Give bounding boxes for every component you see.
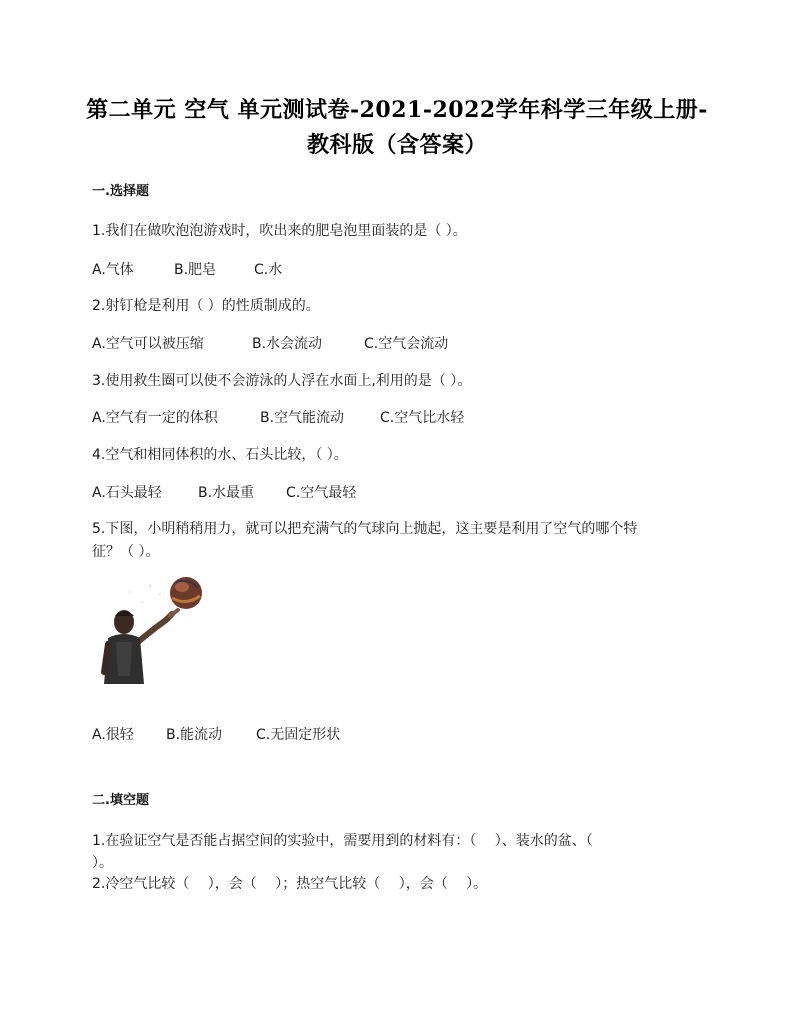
question-1-option-c: C.水 [254, 262, 283, 278]
section-heading-fill-blank: 二.填空题 [92, 793, 149, 808]
fill-question-2-text: 2.冷空气比较（ ），会（ ）；热空气比较（ ），会（ ）。 [92, 876, 488, 892]
section-heading-choice: 一.选择题 [92, 184, 149, 199]
question-5-text-line-2: 征？（ ）。 [92, 544, 160, 560]
question-1-text: 1.我们在做吹泡泡游戏时，吹出来的肥皂泡里面装的是（ ）。 [92, 223, 467, 239]
question-4-option-a: A.石头最轻 [92, 485, 162, 501]
question-4-option-b: B.水最重 [198, 485, 255, 501]
question-3-text: 3.使用救生圈可以使不会游泳的人浮在水面上,利用的是（ ）。 [92, 373, 472, 389]
question-2-text: 2.射钉枪是利用（ ）的性质制成的。 [92, 298, 320, 314]
boy-tossing-balloon-figure [100, 572, 220, 690]
question-2-option-b: B.水会流动 [252, 336, 323, 352]
question-3-option-a: A.空气有一定的体积 [92, 410, 218, 426]
question-1-option-a: A.气体 [92, 262, 134, 278]
document-title-line-1: 第二单元 空气 单元测试卷-2021-2022学年科学三年级上册- [86, 97, 708, 123]
question-5-option-c: C.无固定形状 [256, 727, 341, 743]
question-2-option-a: A.空气可以被压缩 [92, 336, 204, 352]
question-4-option-c: C.空气最轻 [286, 485, 357, 501]
question-5-option-a: A.很轻 [92, 727, 134, 743]
balloon-shape [170, 577, 202, 609]
question-4-text: 4.空气和相同体积的水、石头比较，（ ）。 [92, 447, 348, 463]
question-3-option-b: B.空气能流动 [260, 410, 345, 426]
document-title-line-2: 教科版（含答案） [306, 132, 487, 158]
fill-question-1-text-line-1: 1.在验证空气是否能占据空间的实验中，需要用到的材料有：（ ）、装水的盆、（ [92, 833, 593, 849]
question-2-option-c: C.空气会流动 [364, 336, 449, 352]
question-5-text-line-1: 5.下图，小明稍稍用力，就可以把充满气的气球向上抛起，这主要是利用了空气的哪个特 [92, 521, 638, 537]
question-5-option-b: B.能流动 [166, 727, 223, 743]
question-3-option-c: C.空气比水轻 [380, 410, 465, 426]
fill-question-1-text-line-2: ）。 [92, 855, 113, 871]
question-1-option-b: B.肥皂 [174, 262, 217, 278]
